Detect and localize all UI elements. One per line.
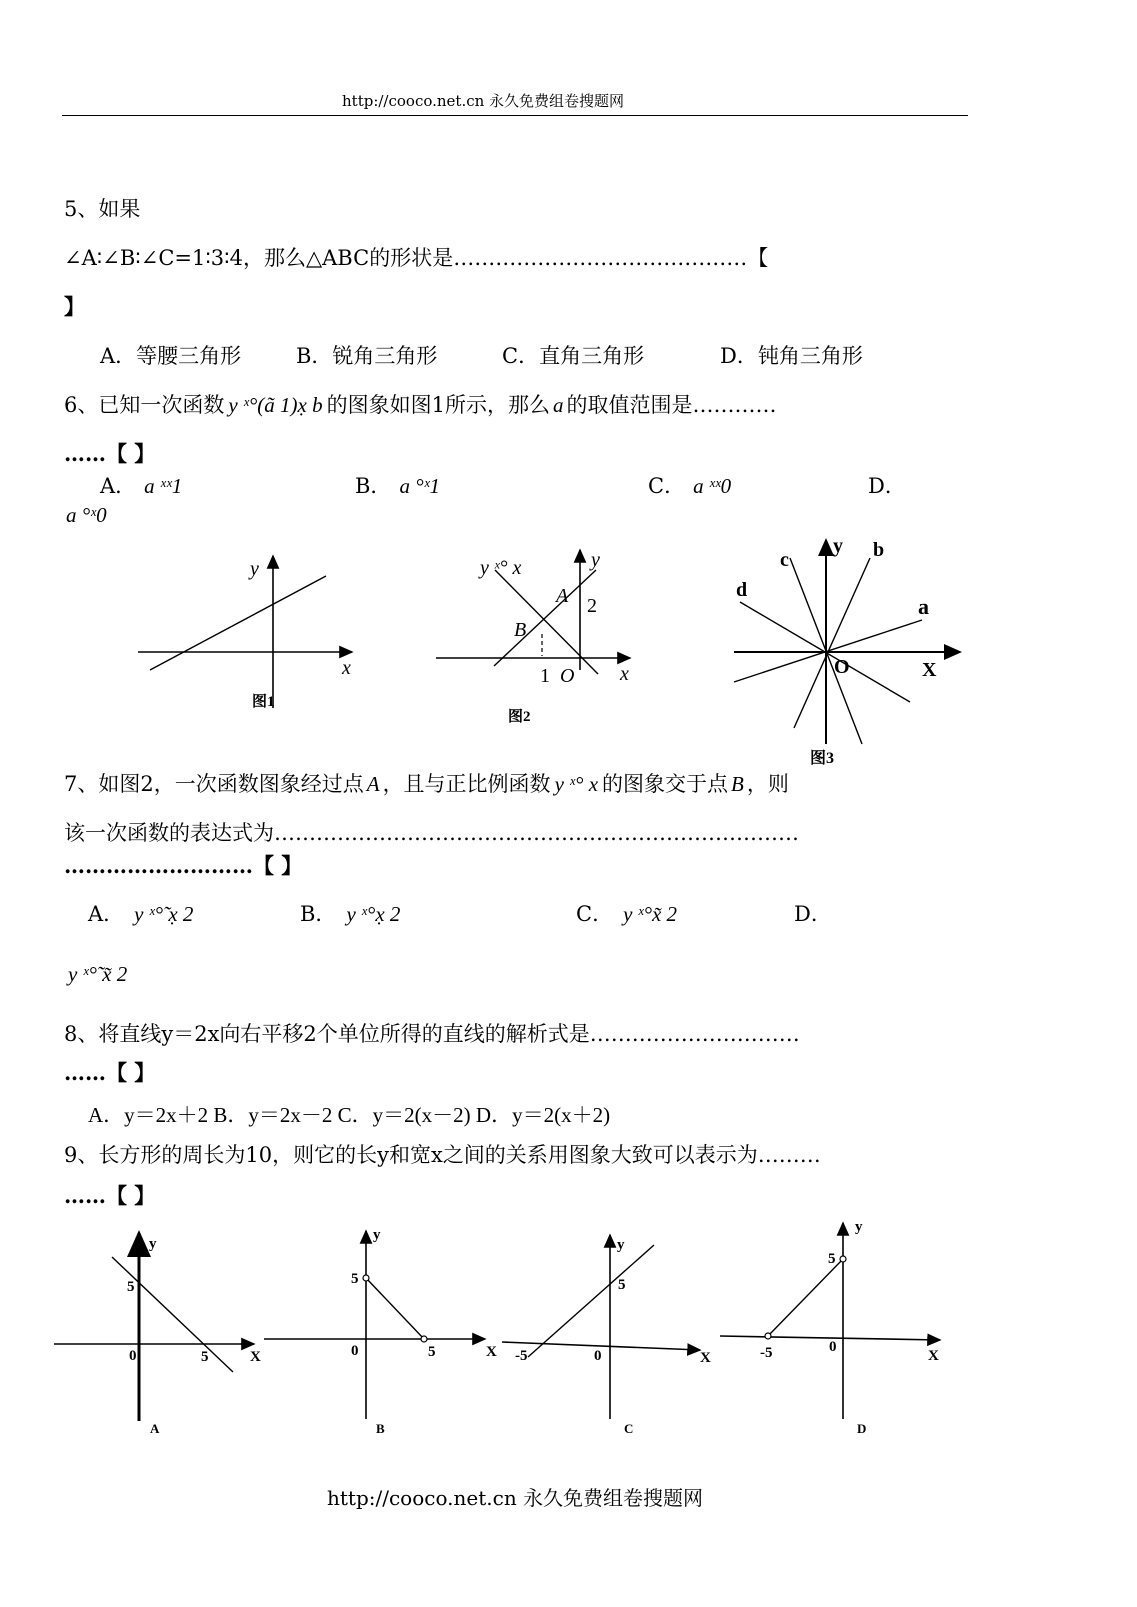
q6-var-a: a bbox=[552, 393, 564, 417]
q5-option-d: D．钝角三角形 bbox=[720, 344, 863, 368]
q9-line1: 9、长方形的周长为10，则它的长y和宽x之间的关系用图象大致可以表示为……… bbox=[64, 1143, 821, 1167]
graph-a-five-x: 5 bbox=[201, 1349, 209, 1365]
fig1-caption: 图1 bbox=[252, 694, 275, 710]
q7-point-b: B bbox=[731, 772, 744, 796]
page-header: http://cooco.net.cn 永久免费组卷搜题网 bbox=[342, 92, 625, 110]
q7-option-b-math: y ˣ°x̣ 2 bbox=[346, 902, 401, 926]
q7-option-a-label: A． bbox=[88, 902, 125, 926]
graph-c-zero: 0 bbox=[594, 1348, 602, 1364]
q7-option-c-label: C． bbox=[576, 902, 614, 926]
graph-b-five-x: 5 bbox=[428, 1344, 436, 1360]
q7-formula: y ˣ° x bbox=[554, 772, 599, 796]
header-rule bbox=[62, 115, 968, 116]
graph-c bbox=[502, 1235, 711, 1436]
graph-a-ylabel: y bbox=[149, 1236, 157, 1252]
q6-option-d-math: a °ˣ0 bbox=[66, 503, 107, 527]
q7-line1 bbox=[64, 768, 789, 798]
q8-line1: 8、将直线y＝2x向右平移2个单位所得的直线的解析式是………………………… bbox=[64, 1022, 800, 1046]
figure-3 bbox=[734, 535, 960, 767]
graph-c-five-y: 5 bbox=[618, 1277, 626, 1293]
graph-d-xlabel: X bbox=[928, 1348, 939, 1364]
q7-post2: ，则 bbox=[746, 772, 789, 796]
q5-line2: ∠A∶∠B∶∠C=1∶3∶4，那么△ABC的形状是……………………………………【 bbox=[64, 246, 769, 270]
graph-b-label: B bbox=[376, 1421, 385, 1436]
fig2-point-a: A bbox=[556, 585, 569, 607]
graph-a-xlabel: X bbox=[250, 1349, 261, 1365]
graph-b-zero: 0 bbox=[351, 1343, 359, 1359]
q6-option-b-label: B． bbox=[355, 474, 392, 498]
graph-d-five-y: 5 bbox=[828, 1251, 836, 1267]
q8-options: A．y＝2x＋2 B．y＝2x－2 C．y＝2(x－2) D．y＝2(x＋2) bbox=[88, 1103, 611, 1127]
figure-1 bbox=[138, 556, 352, 710]
q6-post: 的图象如图1所示，那么 bbox=[326, 393, 550, 417]
graph-a bbox=[54, 1233, 261, 1436]
q8-line2: ……【 】 bbox=[64, 1060, 156, 1085]
q7-option-d-math: y ˣ°̃ x̃ 2 bbox=[68, 962, 128, 986]
fig2-ylabel: y bbox=[591, 549, 600, 571]
q6-option-d-label: D． bbox=[868, 474, 906, 498]
q7-option-c-math: y ˣ°x̃ 2 bbox=[623, 902, 678, 926]
figure-2 bbox=[436, 549, 630, 725]
fig3-label-d: d bbox=[736, 579, 748, 601]
fig3-label-c: c bbox=[780, 549, 789, 571]
q6-option-c bbox=[648, 470, 731, 500]
fig2-one: 1 bbox=[540, 665, 550, 687]
q9-graphs bbox=[0, 1215, 1137, 1445]
q5-option-a: A．等腰三角形 bbox=[100, 344, 242, 368]
fig3-label-b: b bbox=[873, 539, 885, 561]
q7-option-b-label: B． bbox=[300, 902, 337, 926]
graph-b bbox=[264, 1227, 497, 1436]
q5-option-b: B．锐角三角形 bbox=[296, 344, 438, 368]
q9-line2: ……【 】 bbox=[64, 1183, 156, 1208]
figures-row bbox=[0, 530, 1137, 770]
fig1-ylabel: y bbox=[250, 558, 259, 580]
q7-line3: ………………………【 】 bbox=[64, 853, 303, 878]
fig3-ylabel: y bbox=[833, 535, 843, 557]
fig2-line-label: y ˣ° x bbox=[480, 557, 522, 579]
q7-mid: ，且与正比例函数 bbox=[382, 772, 551, 796]
graph-b-ylabel: y bbox=[373, 1227, 381, 1243]
fig2-xlabel: x bbox=[620, 663, 629, 685]
q6-option-b bbox=[355, 470, 440, 500]
q6-line2: ……【 】 bbox=[64, 441, 156, 466]
fig3-xlabel: X bbox=[922, 659, 937, 681]
q7-pre: 7、如图2，一次函数图象经过点 bbox=[64, 772, 364, 796]
q6-line1 bbox=[64, 389, 776, 419]
q7-option-d-label: D． bbox=[794, 902, 832, 926]
q7-point-a: A bbox=[366, 772, 380, 796]
graph-c-neg-five: -5 bbox=[515, 1348, 528, 1364]
q5-option-c: C．直角三角形 bbox=[502, 344, 645, 368]
q6-pre: 6、已知一次函数 bbox=[64, 393, 225, 417]
fig2-caption: 图2 bbox=[508, 709, 531, 725]
graph-b-five-y: 5 bbox=[351, 1271, 359, 1287]
q7-post: 的图象交于点 bbox=[602, 772, 729, 796]
q5-line1: 5、如果 bbox=[64, 197, 141, 221]
q6-option-c-label: C． bbox=[648, 474, 686, 498]
q6-post2: 的取值范围是………… bbox=[566, 393, 777, 417]
graph-a-five-y: 5 bbox=[127, 1279, 135, 1295]
q6-option-a-math: a ˣˣ1 bbox=[144, 474, 183, 498]
fig1-xlabel: x bbox=[342, 657, 351, 679]
fig3-label-a: a bbox=[918, 594, 929, 619]
graph-b-xlabel: X bbox=[486, 1344, 497, 1360]
q6-option-a-label: A． bbox=[100, 474, 137, 498]
q7-option-a bbox=[88, 898, 193, 928]
graph-d-zero: 0 bbox=[829, 1339, 837, 1355]
graph-c-ylabel: y bbox=[617, 1237, 625, 1253]
graph-a-label: A bbox=[150, 1421, 160, 1436]
graph-d-label: D bbox=[857, 1421, 867, 1436]
q7-option-c bbox=[576, 898, 677, 928]
graph-d-ylabel: y bbox=[855, 1219, 863, 1235]
fig3-caption: 图3 bbox=[810, 750, 835, 767]
q6-option-a bbox=[100, 470, 182, 500]
fig2-point-b: B bbox=[514, 619, 527, 641]
fig3-origin: O bbox=[834, 656, 850, 678]
graph-c-label: C bbox=[624, 1421, 634, 1436]
q7-option-b bbox=[300, 898, 400, 928]
fig2-origin: O bbox=[560, 665, 575, 687]
graph-d-neg-five: -5 bbox=[760, 1345, 773, 1361]
graph-c-xlabel: X bbox=[700, 1350, 711, 1366]
graph-d bbox=[720, 1219, 940, 1436]
q6-formula: y ˣ°(ã 1)x̣ b bbox=[228, 393, 323, 417]
q5-line3: 】 bbox=[64, 294, 85, 319]
page-footer: http://cooco.net.cn 永久免费组卷搜题网 bbox=[327, 1486, 704, 1510]
q6-option-b-math: a °ˣ1 bbox=[399, 474, 441, 498]
q7-line2: 该一次函数的表达式为………………………………………………………………… bbox=[64, 821, 799, 845]
fig2-two: 2 bbox=[587, 595, 597, 617]
q7-option-a-math: y ˣ°̃ x̣ 2 bbox=[134, 902, 194, 926]
graph-a-zero: 0 bbox=[129, 1348, 137, 1364]
q6-option-c-math: a ˣˣ0 bbox=[693, 474, 732, 498]
